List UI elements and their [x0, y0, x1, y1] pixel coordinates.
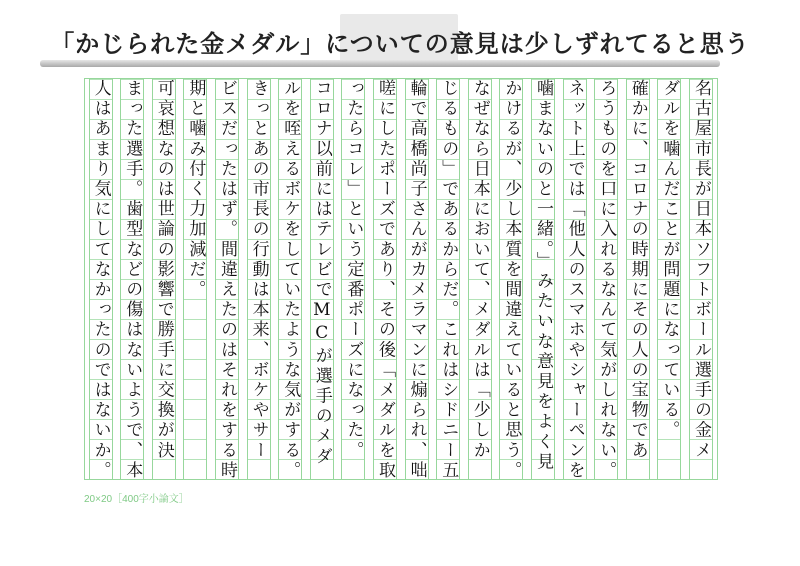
manuscript-column: [563, 79, 587, 479]
column-text: 名古屋市長が日本ソフトボール選手の金メ: [691, 79, 711, 461]
column-text: 確かに、コロナの時期にその人の宝物であ: [627, 79, 648, 461]
column-text: ネット上では「他人のスマホやシャーペンを: [564, 79, 585, 481]
column-text: なぜなら日本において、メダルは「少しか: [469, 79, 490, 461]
column-text: かけるが、少し本質を間違えていると思う。: [501, 79, 522, 481]
manuscript-column: [689, 79, 713, 479]
manuscript-column: [657, 79, 681, 479]
manuscript-column: [120, 79, 144, 479]
manuscript-column: [183, 79, 207, 479]
column-text: ルを咥えるボケをしていたような気がする。: [280, 79, 301, 481]
manuscript-column: [373, 79, 397, 479]
page-title: 「かじられた金メダル」についての意見は少しずれてると思う: [50, 29, 750, 58]
manuscript-column: [278, 79, 302, 479]
title-underline-bar: [40, 60, 720, 67]
manuscript-column: [152, 79, 176, 479]
column-text: ろうものを口に入れるなんて気がしれない。: [596, 79, 617, 481]
manuscript-column: [436, 79, 460, 479]
column-text: ダルを噛んだことが問題になっている。: [659, 79, 680, 441]
column-text: じるもの」であるからだ。これはシドニー五: [438, 79, 459, 481]
column-text: きっとあの市長の行動は本来、ボケやサー: [248, 79, 269, 461]
column-text: 嗟にしたポーズであり、その後「メダルを取: [375, 79, 395, 481]
manuscript-column: [341, 79, 365, 479]
manuscript-grid: [84, 78, 718, 480]
column-text: まった選手。歯型などの傷はないようで、本: [122, 79, 143, 481]
manuscript-column: [626, 79, 650, 479]
column-text: 輪で高橋尚子さんがカメラマンに煽られ、咄: [406, 79, 427, 481]
manuscript-column: [310, 79, 334, 479]
column-text: ったらコレ」という定番ポーズになった。: [343, 79, 364, 461]
manuscript-column: [468, 79, 492, 479]
manuscript-column: [499, 79, 523, 479]
manuscript-column: [247, 79, 271, 479]
manuscript-column: [405, 79, 429, 479]
column-text: 可哀想なのは世論の影響で勝手に交換が決: [153, 79, 174, 461]
manuscript-column: [89, 79, 113, 479]
manuscript-column: [215, 79, 239, 479]
column-text: コロナ以前にはテレビでMCが選手のメダ: [311, 79, 332, 467]
grid-format-label: 20×20［400字小論文］: [84, 494, 189, 505]
manuscript-column: [531, 79, 555, 479]
manuscript-column: [594, 79, 618, 479]
column-text: 人はあまり気にしてなかったのではないか。: [90, 79, 111, 481]
column-text: 噛まないのと一緒。」みたいな意見をよく見: [533, 79, 553, 473]
column-text: 期と噛み付く力加減だ。: [185, 79, 206, 301]
column-text: ビスだったはず。間違えたのはそれをする時: [217, 79, 237, 481]
